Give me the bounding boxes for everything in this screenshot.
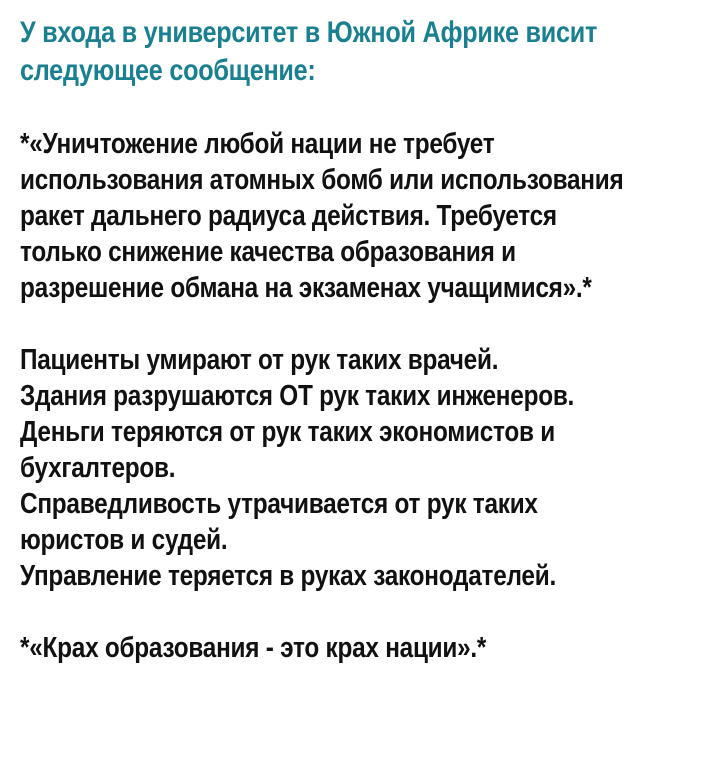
quote-paragraph (20, 126, 700, 306)
consequence-line: юристов и судей. (20, 524, 228, 556)
closing-line: *«Крах образования - это крах нации».* (20, 632, 487, 664)
quote-line: *«Уничтожение любой нации не требует (20, 128, 495, 160)
page-heading (20, 14, 700, 90)
consequences-paragraph (20, 342, 700, 594)
consequence-line: Пациенты умирают от рук таких врачей. (20, 344, 499, 376)
consequence-line: Справедливость утрачивается от рук таких (20, 488, 538, 520)
consequence-line: Здания разрушаются ОТ рук таких инженеров. (20, 380, 575, 412)
quote-line: ракет дальнего радиуса действия. Требуется (20, 200, 557, 232)
quote-line: использования атомных бомб или использования (20, 164, 624, 196)
quote-line: разрешение обмана на экзаменах учащимися».* (20, 272, 592, 304)
closing-statement (20, 630, 700, 666)
consequence-line: Деньги теряются от рук таких экономистов и (20, 416, 556, 448)
consequence-line: Управление теряется в руках законодателей. (20, 560, 556, 592)
heading-line: У входа в университет в Южной Африке висит (20, 16, 598, 49)
heading-line: следующее сообщение: (20, 54, 316, 87)
consequence-line: бухгалтеров. (20, 452, 176, 484)
quote-line: только снижение качества образования и (20, 236, 516, 268)
